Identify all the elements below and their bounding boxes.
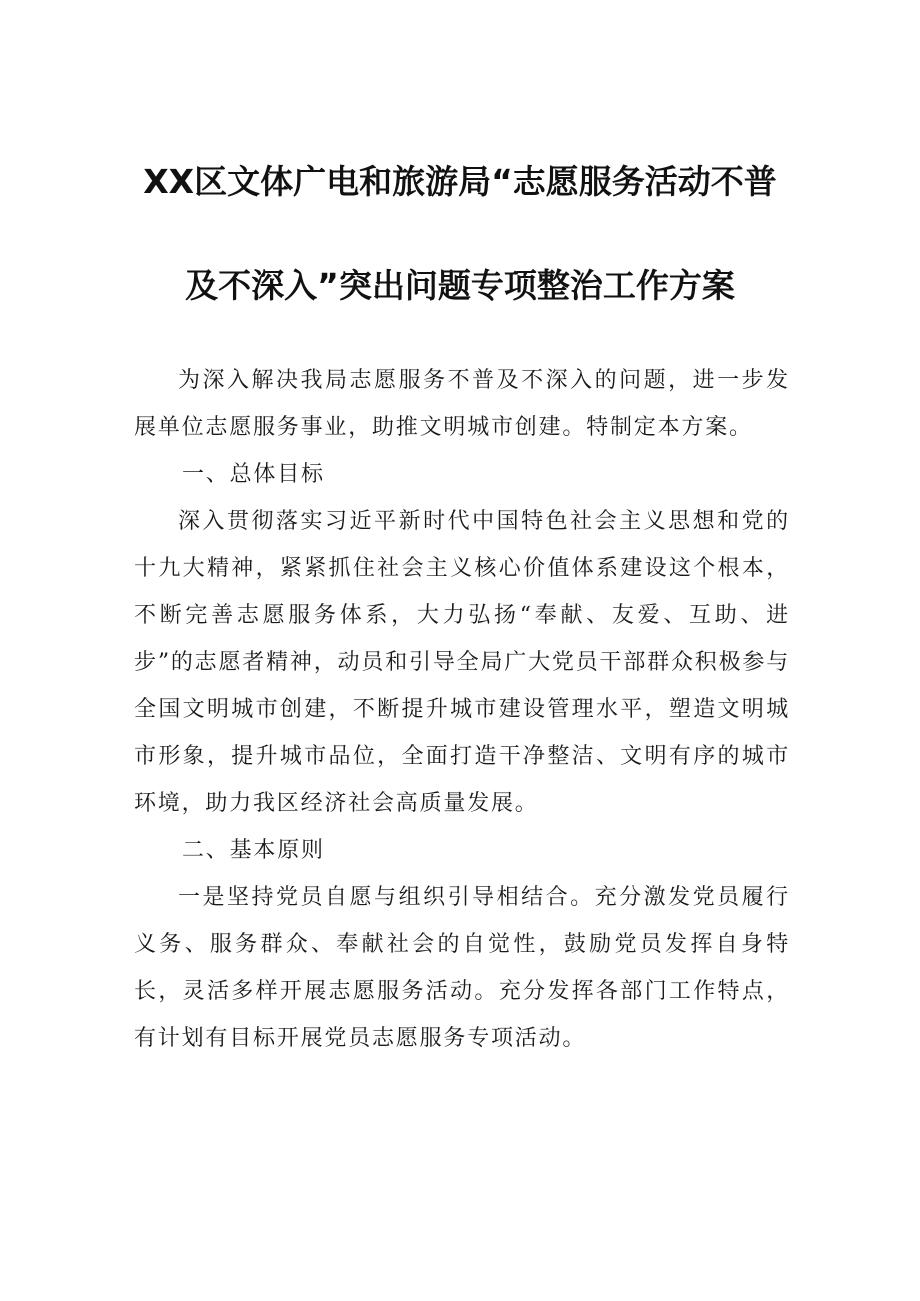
document-body	[134, 357, 790, 1062]
section-paragraph-basic-principles: 一是坚持党员自愿与组织引导相结合。充分激发党员履行义务、服务群众、奉献社会的自觉性，鼓励党员发挥自身特长，灵活多样开展志愿服务活动。充分发挥各部门工作特点，有计划有目标开展党员志愿服务专项活动。	[134, 885, 790, 1051]
section-heading-basic-principles: 二、基本原则	[182, 838, 325, 863]
document-title-line-2: 及不深入”突出问题专项整治工作方案	[185, 266, 735, 305]
section-paragraph-overall-goal: 深入贯彻落实习近平新时代中国特色社会主义思想和党的十九大精神，紧紧抓住社会主义核心价值体系建设这个根本，不断完善志愿服务体系，大力弘扬“奉献、友爱、互助、进步”的志愿者精神，动员和引导全局广大党员干部群众积极参与全国文明城市创建，不断提升城市建设管理水平，塑造文明城市形象，提升城市品位，全面打造干净整洁、文明有序的城市环境，助力我区经济社会高质量发展。	[134, 509, 790, 816]
intro-paragraph: 为深入解决我局志愿服务不普及不深入的问题，进一步发展单位志愿服务事业，助推文明城市创建。特制定本方案。	[134, 368, 790, 440]
document-title-line-1: XX区文体广电和旅游局“志愿服务活动不普	[143, 162, 777, 201]
section-heading-overall-goal: 一、总体目标	[182, 462, 325, 487]
